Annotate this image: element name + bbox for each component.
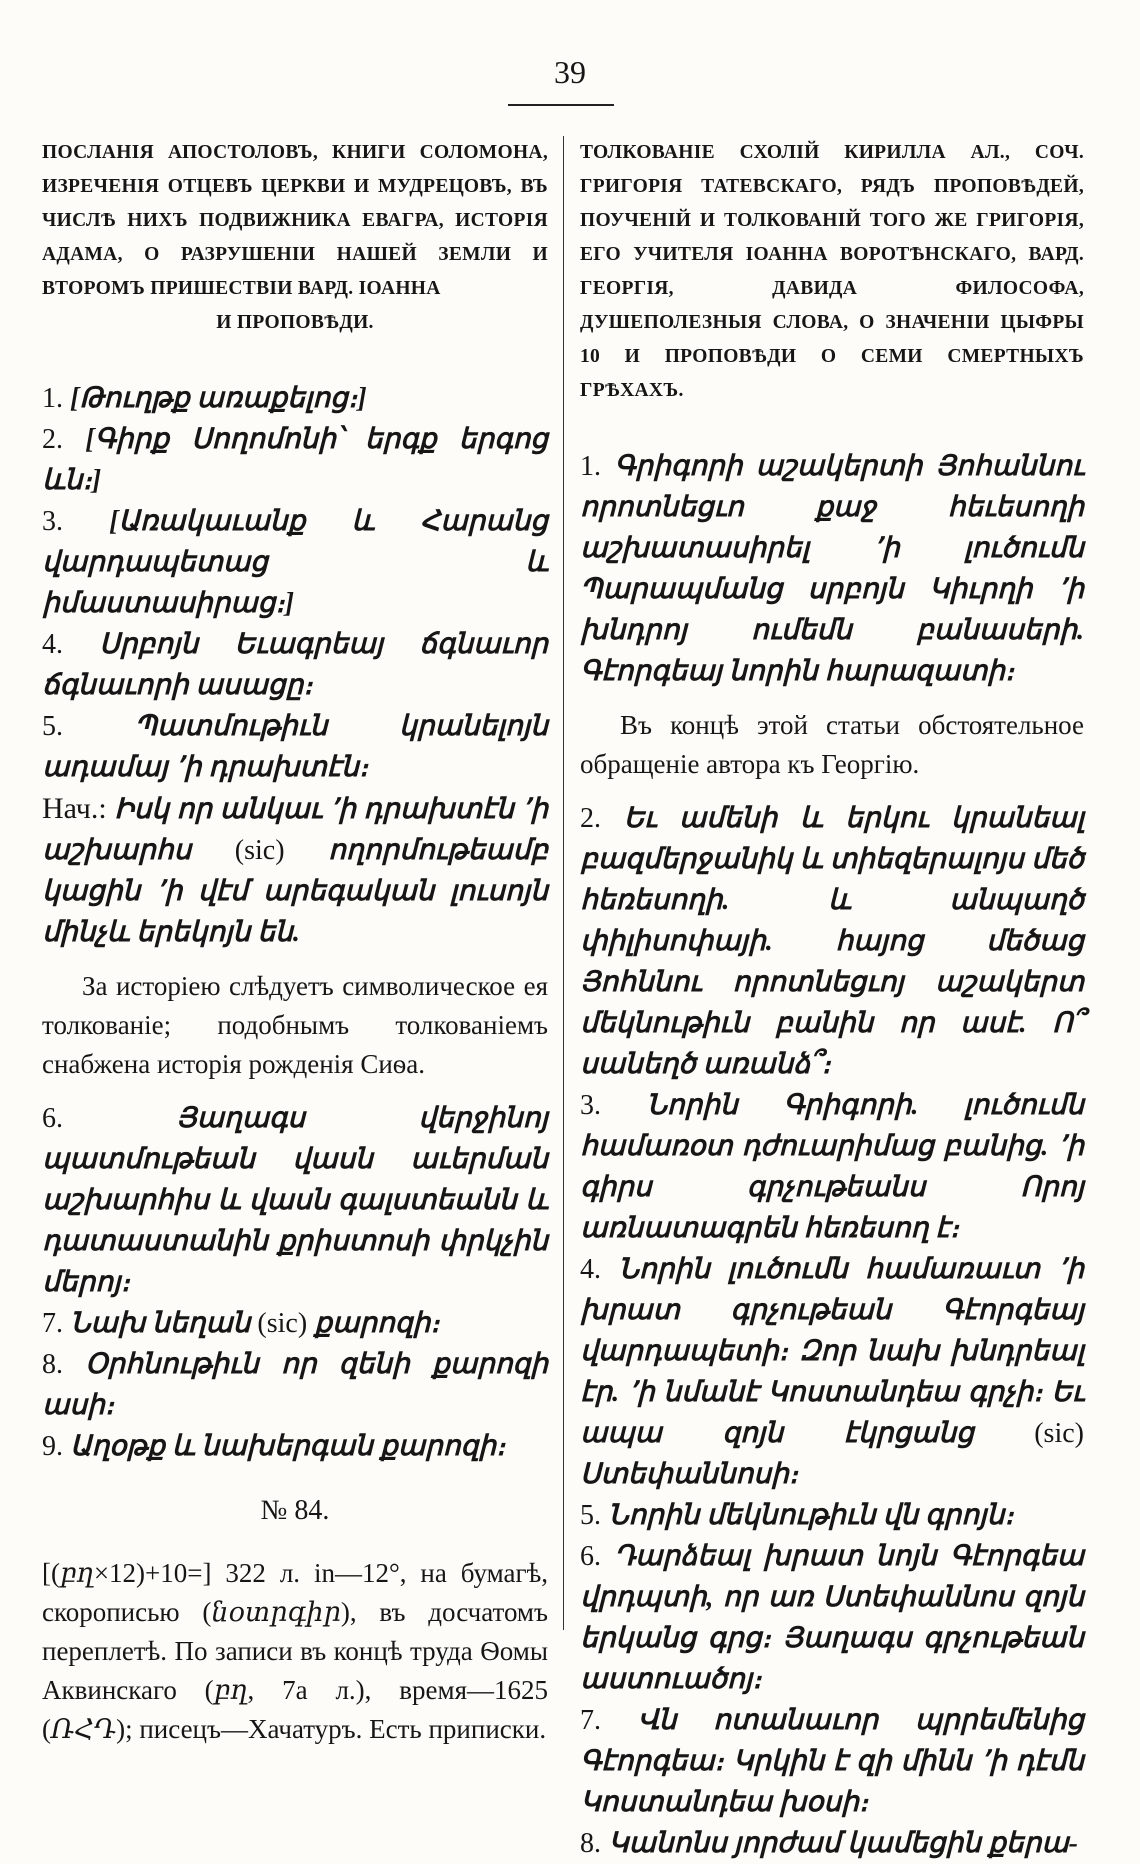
left-paragraph-1: За исторіею слѣдуетъ символическое ея толкованіе; подобнымъ толкованіемъ снабжена исторія рожденія Сиѳа.: [42, 971, 548, 1079]
right-entry-8: 8. Կանոնս յորժամ կամեցին քերա-: [580, 1828, 1078, 1859]
incipit-sic: (sic): [234, 835, 285, 866]
left-entry-2: 2. [Գիրք Սողոմոնի՝ երգք երգոց ևն։]: [42, 424, 549, 496]
left-column: [42, 136, 548, 1749]
left-entry-7: 7. Նախ նեղան (sic) քարոզի։: [42, 1308, 440, 1339]
right-entry-2: 2. Եւ ամենի և երկու կրանեալ բազմերջանիկ և տիեզերալոյս մեծ հեռեսողի. և անպաղծ փիլիսոփայի. հայոց մեծաց Յոհննու որոտնեցւոյ աշակերտ մեկնութիւն բանին որ ասէ. Ո՞ սանեղծ առանձ՞։: [580, 803, 1085, 1080]
left-heading-last: И ПРОПОВѢДИ.: [216, 312, 374, 333]
left-incipit: [42, 788, 548, 953]
right-column: [580, 136, 1084, 1864]
page-number-rule: [508, 104, 614, 106]
left-entry-9: 9. Աղօթք և նախերգան քարոզի։: [42, 1431, 506, 1462]
manuscript-description: [(բղ×12)+10=] 322 л. in—12°, на бумагѣ, скорописью (նօտրգիր), въ досчатомъ переплетѣ. По записи въ концѣ труда Ѳомы Аквинскаго (բղ, 7а л.), время—1625 (ՌՀԴ); писецъ—Хачатуръ. Есть приписки.: [42, 1558, 548, 1744]
manuscript-number: № 84.: [260, 1495, 330, 1526]
left-entry-5: 5. Պատմութիւն կրանելոյն ադամայ ՚ի դրախտէն։: [42, 711, 548, 783]
page-number: 39: [554, 54, 586, 90]
right-heading: [580, 136, 1084, 408]
column-divider: [563, 136, 564, 1630]
left-entry-3: 3. [Առակաւանք և Հարանց վարդապետաց և իմաստասիրաց։]: [42, 506, 548, 619]
left-heading-text: ПОСЛАНІЯ АПОСТОЛОВЪ, КНИГИ СОЛОМОНА, ИЗРЕЧЕНІЯ ОТЦЕВЪ ЦЕРКВИ И МУДРЕЦОВЪ, ВЪ ЧИСЛѢ НИХЪ ПОДВИЖНИКА ЕВАГРА, ИСТОРІЯ АДАМА, О РАЗРУШЕНІИ НАШЕЙ ЗЕМЛИ И ВТОРОМЪ ПРИШЕСТВІИ ВАРД. ІОАННА: [42, 142, 548, 299]
right-entry-3: 3. Նորին Գրիգորի. լուծումն համառօտ դժուարիմաց բանից. ՚ի գիրս գրչութեանս Որոյ առնատագրեն հեռեսող է։: [580, 1090, 1085, 1244]
incipit-text-1: Իսկ որ անկաւ ՚ի դրախտէն ՚ի աշխարհս: [42, 794, 549, 866]
right-entry-6: 6. Դարձեալ խրատ նոյն Գէորգեա վրդպտի, որ առ Ստեփաննոս զոյն երկանց գրց։ Յաղագս գրչութեան աստուածոյ։: [580, 1541, 1084, 1695]
left-heading: [42, 136, 548, 340]
right-heading-text: ТОЛКОВАНІЕ СХОЛІЙ КИРИЛЛА АЛ., СОЧ. ГРИГОРІЯ ТАТЕВСКАГО, РЯДЪ ПРОПОВѢДЕЙ, ПОУЧЕНІЙ И ТОЛКОВАНІЙ ТОГО ЖЕ ГРИГОРІЯ, ЕГО УЧИТЕЛЯ ІОАННА ВОРОТѢНСКАГО, ВАРД. ГЕОРГІЯ, ДАВИДА ФИЛОСОФА, ДУШЕПОЛЕЗНЫЯ СЛОВА, О ЗНАЧЕНІИ ЦЫФРЫ 10: [580, 142, 1084, 367]
left-entry-4: 4. Սրբոյն Եւագրեայ ճգնաւոր ճգնաւորի ասացը։: [42, 629, 549, 701]
right-entry-4: 4. Նորին լուծումն համառաւտ ՚ի խրատ գրչութեան Գէորգեայ վարդապետի։ Զոր նախ խնդրեալ էր. ՚ի նմանէ Կոստանդեա գրչի։ Եւ ապա զոյն էկրցանց (sic) Ստեփաննոսի։: [580, 1254, 1084, 1490]
right-entry-5: 5. Նորին մեկնութիւն վն գրոյն։: [580, 1500, 1014, 1531]
right-entry-7: 7. Վն ոտանաւոր պրրեմենից Գէորգեա։ Կրկին է զի մինն ՚ի դէմն Կոստանդեա խօսի։: [580, 1705, 1084, 1818]
right-heading-last: И ПРОПОВѢДИ О СЕМИ СМЕРТНЫХЪ ГРѢХАХЪ.: [580, 346, 1084, 401]
left-entry-8: 8. Օրհնութիւն որ զենի քարոզի ասի։: [42, 1349, 548, 1421]
incipit-label: Нач.:: [42, 792, 107, 825]
right-entry-1: 1. Գրիգորի աշակերտի Յոհաննու որոտնեցւո քաջ հեւեսողի աշխատասիրել ՚ի լուծումն Պարապմանց սրբոյն Կիւրղի ՚ի խնդրոյ ումեմն բանասերի. Գէորգեայ նորին հարազատի։: [580, 451, 1085, 687]
left-entry-1: 1. [Թուղթք առաքելոց։]: [42, 383, 367, 414]
right-paragraph-1: Въ концѣ этой статьи обстоятельное обращеніе автора къ Георгію.: [580, 710, 1084, 779]
left-entry-6: 6. Յաղագս վերջինոյ պատմութեան վասն աւերման աշխարհիս և վասն գալստեանն և դատաստանին քրիստոսի փրկչին մերոյ։: [42, 1103, 549, 1298]
incipit-text-2: ողորմութեամբ կացին ՚ի վէմ արեգական լուսոյն մինչև երեկոյն են.: [42, 835, 549, 948]
